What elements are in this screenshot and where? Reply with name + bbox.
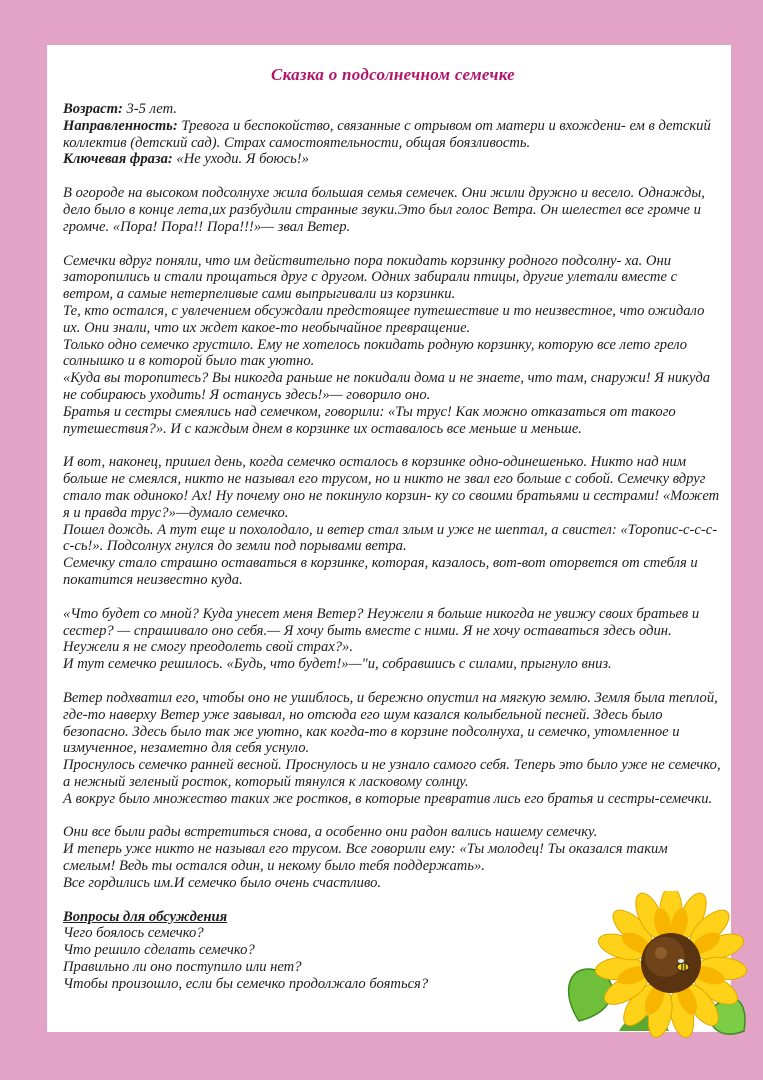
paragraph-line: Они все были рады встретиться снова, а особенно они радон вались нашему семечку. <box>63 824 598 841</box>
direction-line <box>63 118 723 152</box>
paragraph-4 <box>63 606 723 673</box>
paragraph-5 <box>63 690 723 808</box>
document-content <box>63 65 723 993</box>
age-line <box>63 101 723 118</box>
paragraph-line: Только одно семечко грустило. Ему не хотелось покидать родную корзинку, которую все лето грело солнышко и в которой было так уютно. <box>63 336 688 370</box>
question-item: Правильно ли оно поступило или нет? <box>63 959 302 976</box>
question-item: Чего боялось семечко? <box>63 925 204 942</box>
direction-label: Направленность: <box>63 117 178 134</box>
paragraph-line: И тут семечко решилось. «Будь, что будет!»—"и, собравшись с силами, прыгнуло вниз. <box>63 656 612 673</box>
direction-value: Тревога и беспокойство, связанные с отрывом от матери и вхождени- ем в детский коллектив (детский сад). Страх самостоятельности, общая боязливость. <box>63 117 711 151</box>
keyphrase-label: Ключевая фраза: <box>63 151 173 168</box>
paragraph-line: «Что будет со мной? Куда унесет меня Ветер? Неужели я больше никогда не увижу своих братьев и сестер? — спрашивало оно себя.— Я хочу быть вместе с ними. Я не хочу оставаться здесь один. Неужели я не смогу преодолеть свой страх?». <box>63 605 700 656</box>
page-title: Сказка о подсолнечном семечке <box>270 65 515 84</box>
paragraph-line: В огороде на высоком подсолнухе жила большая семья семечек. Они жили дружно и весело. Однажды, дело было в конце лета,их разбудили странные звуки.Это был голос Ветра. Он шелестел все громче и громче. «Пора! Пора!! Пора!!!»— звал Ветер. <box>63 185 705 235</box>
age-label: Возраст: <box>63 101 123 117</box>
paragraph-line: Ветер подхватил его, чтобы оно не ушиблось, и бережно опустил на мягкую землю. Земля была теплой, где-то наверху Ветер уже завывал, но отсюда его шум казался колыбельной песней. Здесь было безопасно. Здесь было так же уютно, как когда-то в корзине подсолнуха, и семечко, утомленное и измученное, незаметно для себя уснуло. <box>63 689 718 757</box>
paragraph-3 <box>63 454 723 588</box>
sunflower-icon <box>559 891 749 1041</box>
paragraph-line: Те, кто остался, с увлечением обсуждали предстоящее путешествие и то неизвестное, что ожидало их. Они знали, что их ждет какое-то необычайное превращение. <box>63 302 705 336</box>
paragraph-1 <box>63 185 723 235</box>
paragraph-line: Все гордились им.И семечко было очень счастливо. <box>63 874 382 891</box>
document-page <box>47 45 731 1032</box>
paragraph-line: И теперь уже никто не называл его трусом. Все говорили ему: «Ты молодец! Ты оказался таким смелым! Ведь ты остался один, и некому было тебя поддержать». <box>63 841 668 875</box>
paragraph-line: Проснулось семечко ранней весной. Проснулось и не узнало самого себя. Теперь это было уже не семечко, а нежный зеленый росток, который тянулся к ласковому солнцу. <box>63 757 721 790</box>
paragraph-line: Братья и сестры смеялись над семечком, говорили: «Ты трус! Как можно отказаться от такого путешествия?». И с каждым днем в корзинке их оставалось все меньше и меньше. <box>63 403 676 437</box>
paragraph-line: Семечки вдруг поняли, что им действительно пора покидать корзинку родного подсолну- ха. Они заторопились и стали прощаться друг с другом. Одних забирали птицы, другие улетали вместе с ветром, а самые нетерпеливые сами выпрыгивали из корзинки. <box>63 252 678 303</box>
question-item: Что решило сделать семечко? <box>63 942 255 959</box>
paragraph-6 <box>63 824 723 891</box>
meta-block <box>63 101 723 168</box>
question-item: Чтобы произошло, если бы семечко продолжало бояться? <box>63 975 429 992</box>
paragraph-line: И вот, наконец, пришел день, когда семечко осталось в корзинке одно-одинешенько. Никто над ним больше не смеялся, никто не называл его трусом, но и никто не звал его больше с собой. Семечку вдруг стало так одиноко! Ах! Ну почему оно не покинуло корзин- ку со своими братьями и сестрами! «Может я и правда трус?»—думало семечко. <box>63 454 720 521</box>
paragraph-line: Пошел дождь. А тут еще и похолодало, и ветер стал злым и уже не шептал, а свистел: «Торопис-с-с-с-с-сь!». Подсолнух гнулся до земли под порывами ветра. <box>63 521 718 555</box>
keyphrase-value: «Не уходи. Я боюсь!» <box>172 151 309 168</box>
paragraph-line: Семечку стало страшно оставаться в корзинке, которая, казалось, вот-вот оторвется от стебля и покатится неизвестно куда. <box>63 555 698 588</box>
age-value: 3-5 лет. <box>122 101 177 117</box>
paragraph-line: «Куда вы торопитесь? Вы никогда раньше не покидали дома и не знаете, что там, снаружи! Я никуда не собираюсь уходить! Я останусь здесь!»— говорило оно. <box>63 370 711 403</box>
questions-heading: Вопросы для обсуждения <box>63 908 228 925</box>
paragraph-line: А вокруг было множество таких же ростков, в которые превратив лись его братья и сестры-семечки. <box>63 790 713 807</box>
paragraph-2 <box>63 253 723 438</box>
keyphrase-line <box>63 151 723 168</box>
